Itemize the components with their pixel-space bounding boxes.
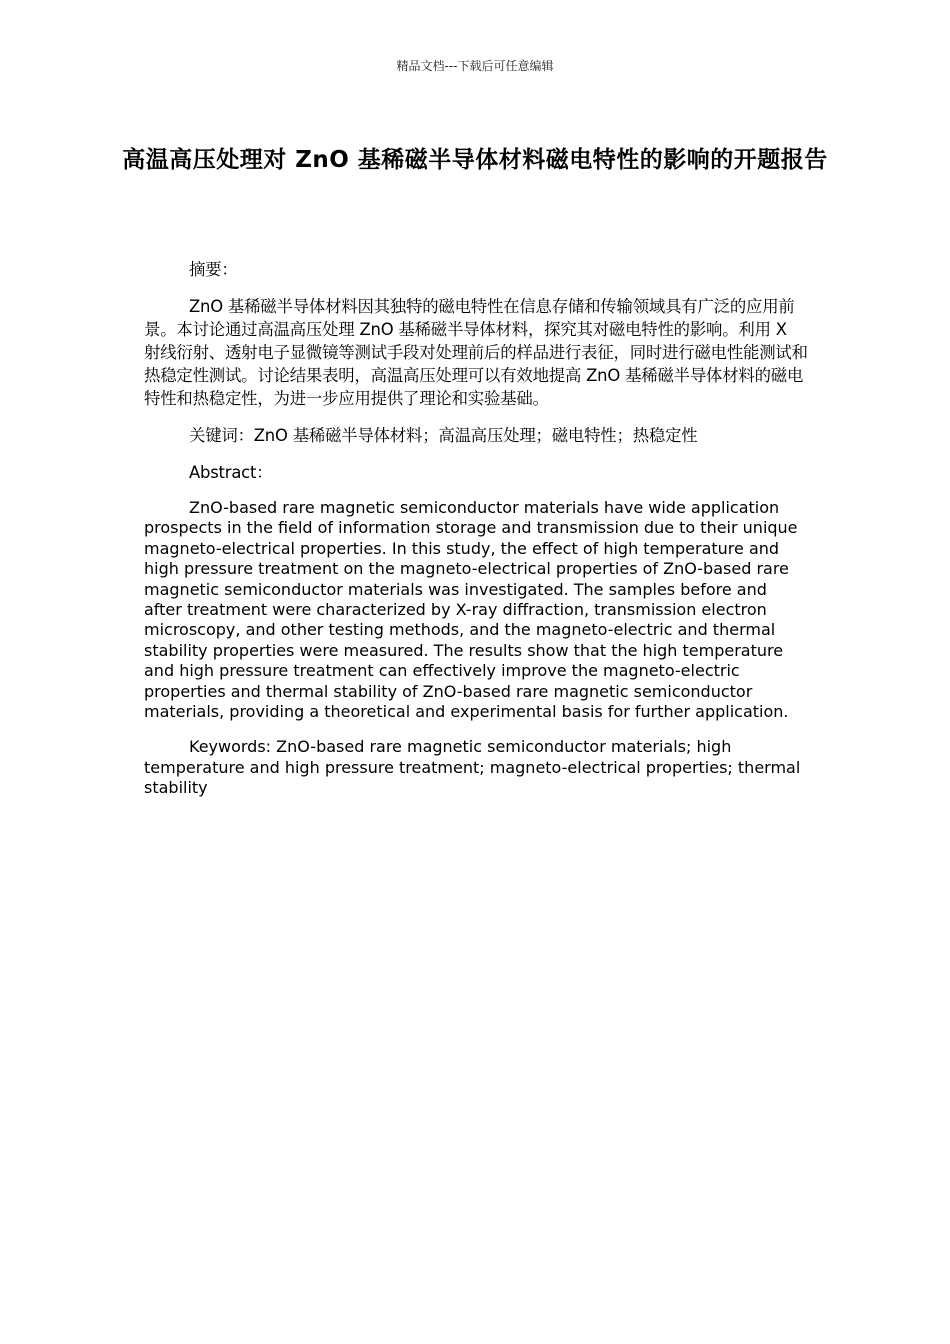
abstract-cn-text: ZnO 基稀磁半导体材料因其独特的磁电特性在信息存储和传输领域具有广泛的应用前景。本讨论通过高温高压处理 ZnO 基稀磁半导体材料，探究其对磁电特性的影响。利用 X 射线衍射、透射电子显微镜等测试手段对处理前后的样品进行表征，同时进行磁电性能测试和热稳定性测试。讨论结果表明，高温高压处理可以有效地提高 ZnO 基稀磁半导体材料的磁电特性和热稳定性，为进一步应用提供了理论和实验基础。	[144, 297, 808, 408]
keywords-cn: 关键词：ZnO 基稀磁半导体材料；高温高压处理；磁电特性；热稳定性	[189, 426, 698, 445]
keywords-en: Keywords: ZnO-based rare magnetic semiconductor materials; high temperature and high pressure treatment; magneto-electrical properties; thermal stability	[144, 737, 801, 798]
abstract-en-label: Abstract：	[189, 463, 273, 482]
document-title: 高温高压处理对 ZnO 基稀磁半导体材料磁电特性的影响的开题报告	[122, 147, 828, 173]
header-note: 精品文档---下载后可任意编辑	[396, 59, 554, 73]
document-body	[144, 258, 808, 814]
abstract-cn-label: 摘要：	[189, 260, 238, 279]
abstract-en-text: ZnO-based rare magnetic semiconductor materials have wide application prospects in the field of information storage and transmission due to their unique magneto-electrical properties. In this study, the effect of high temperature and high pressure treatment on the magneto-electrical properties of ZnO-based rare magnetic semiconductor materials was investigated. The samples before and after treatment were characterized by X-ray diffraction, transmission electron microscopy, and other testing methods, and the magneto-electric and thermal stability properties were measured. The results show that the high temperature and high pressure treatment can effectively improve the magneto-electric properties and thermal stability of ZnO-based rare magnetic semiconductor materials, providing a theoretical and experimental basis for further application.	[144, 498, 798, 722]
